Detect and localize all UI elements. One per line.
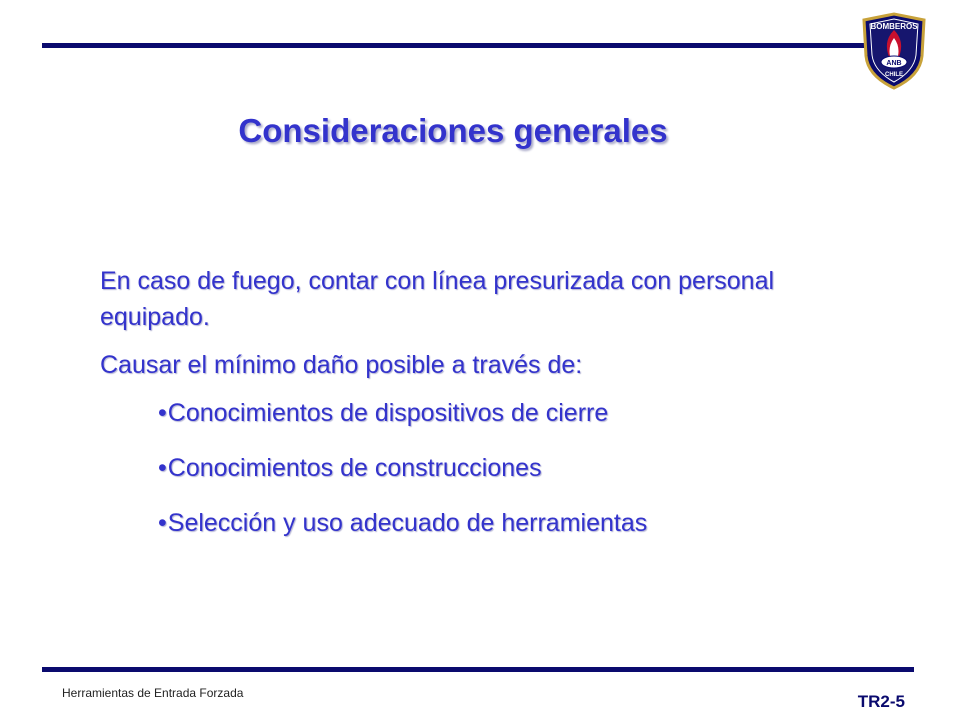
footer-course-title: Herramientas de Entrada Forzada [62, 686, 244, 700]
bottom-rule [42, 667, 914, 672]
list-item [158, 505, 860, 541]
logo-bottom-text: CHILE [885, 72, 903, 78]
slide-title: Consideraciones generales [238, 112, 668, 149]
footer-slide-code: TR2-5 [857, 692, 905, 711]
bullet-icon: • [158, 509, 167, 537]
top-rule [42, 43, 878, 48]
bullet-list [100, 395, 860, 541]
paragraph-fire-line: En caso de fuego, contar con línea presurizada con personal equipado. [100, 267, 775, 331]
bullet-icon: • [158, 399, 167, 427]
bullet-text: Conocimientos de construcciones [167, 454, 542, 482]
list-item [158, 450, 860, 486]
logo-top-text: BOMBEROS [870, 22, 918, 31]
bullet-icon: • [158, 454, 167, 482]
bullet-text: Conocimientos de dispositivos de cierre [167, 399, 609, 427]
bomberos-anb-logo [860, 12, 928, 90]
paragraph-minimum-damage: Causar el mínimo daño posible a través de: [100, 351, 583, 379]
logo-mid-text: ANB [886, 60, 902, 67]
bullet-text: Selección y uso adecuado de herramientas [167, 509, 648, 537]
slide-body [100, 263, 860, 560]
list-item [158, 395, 860, 431]
